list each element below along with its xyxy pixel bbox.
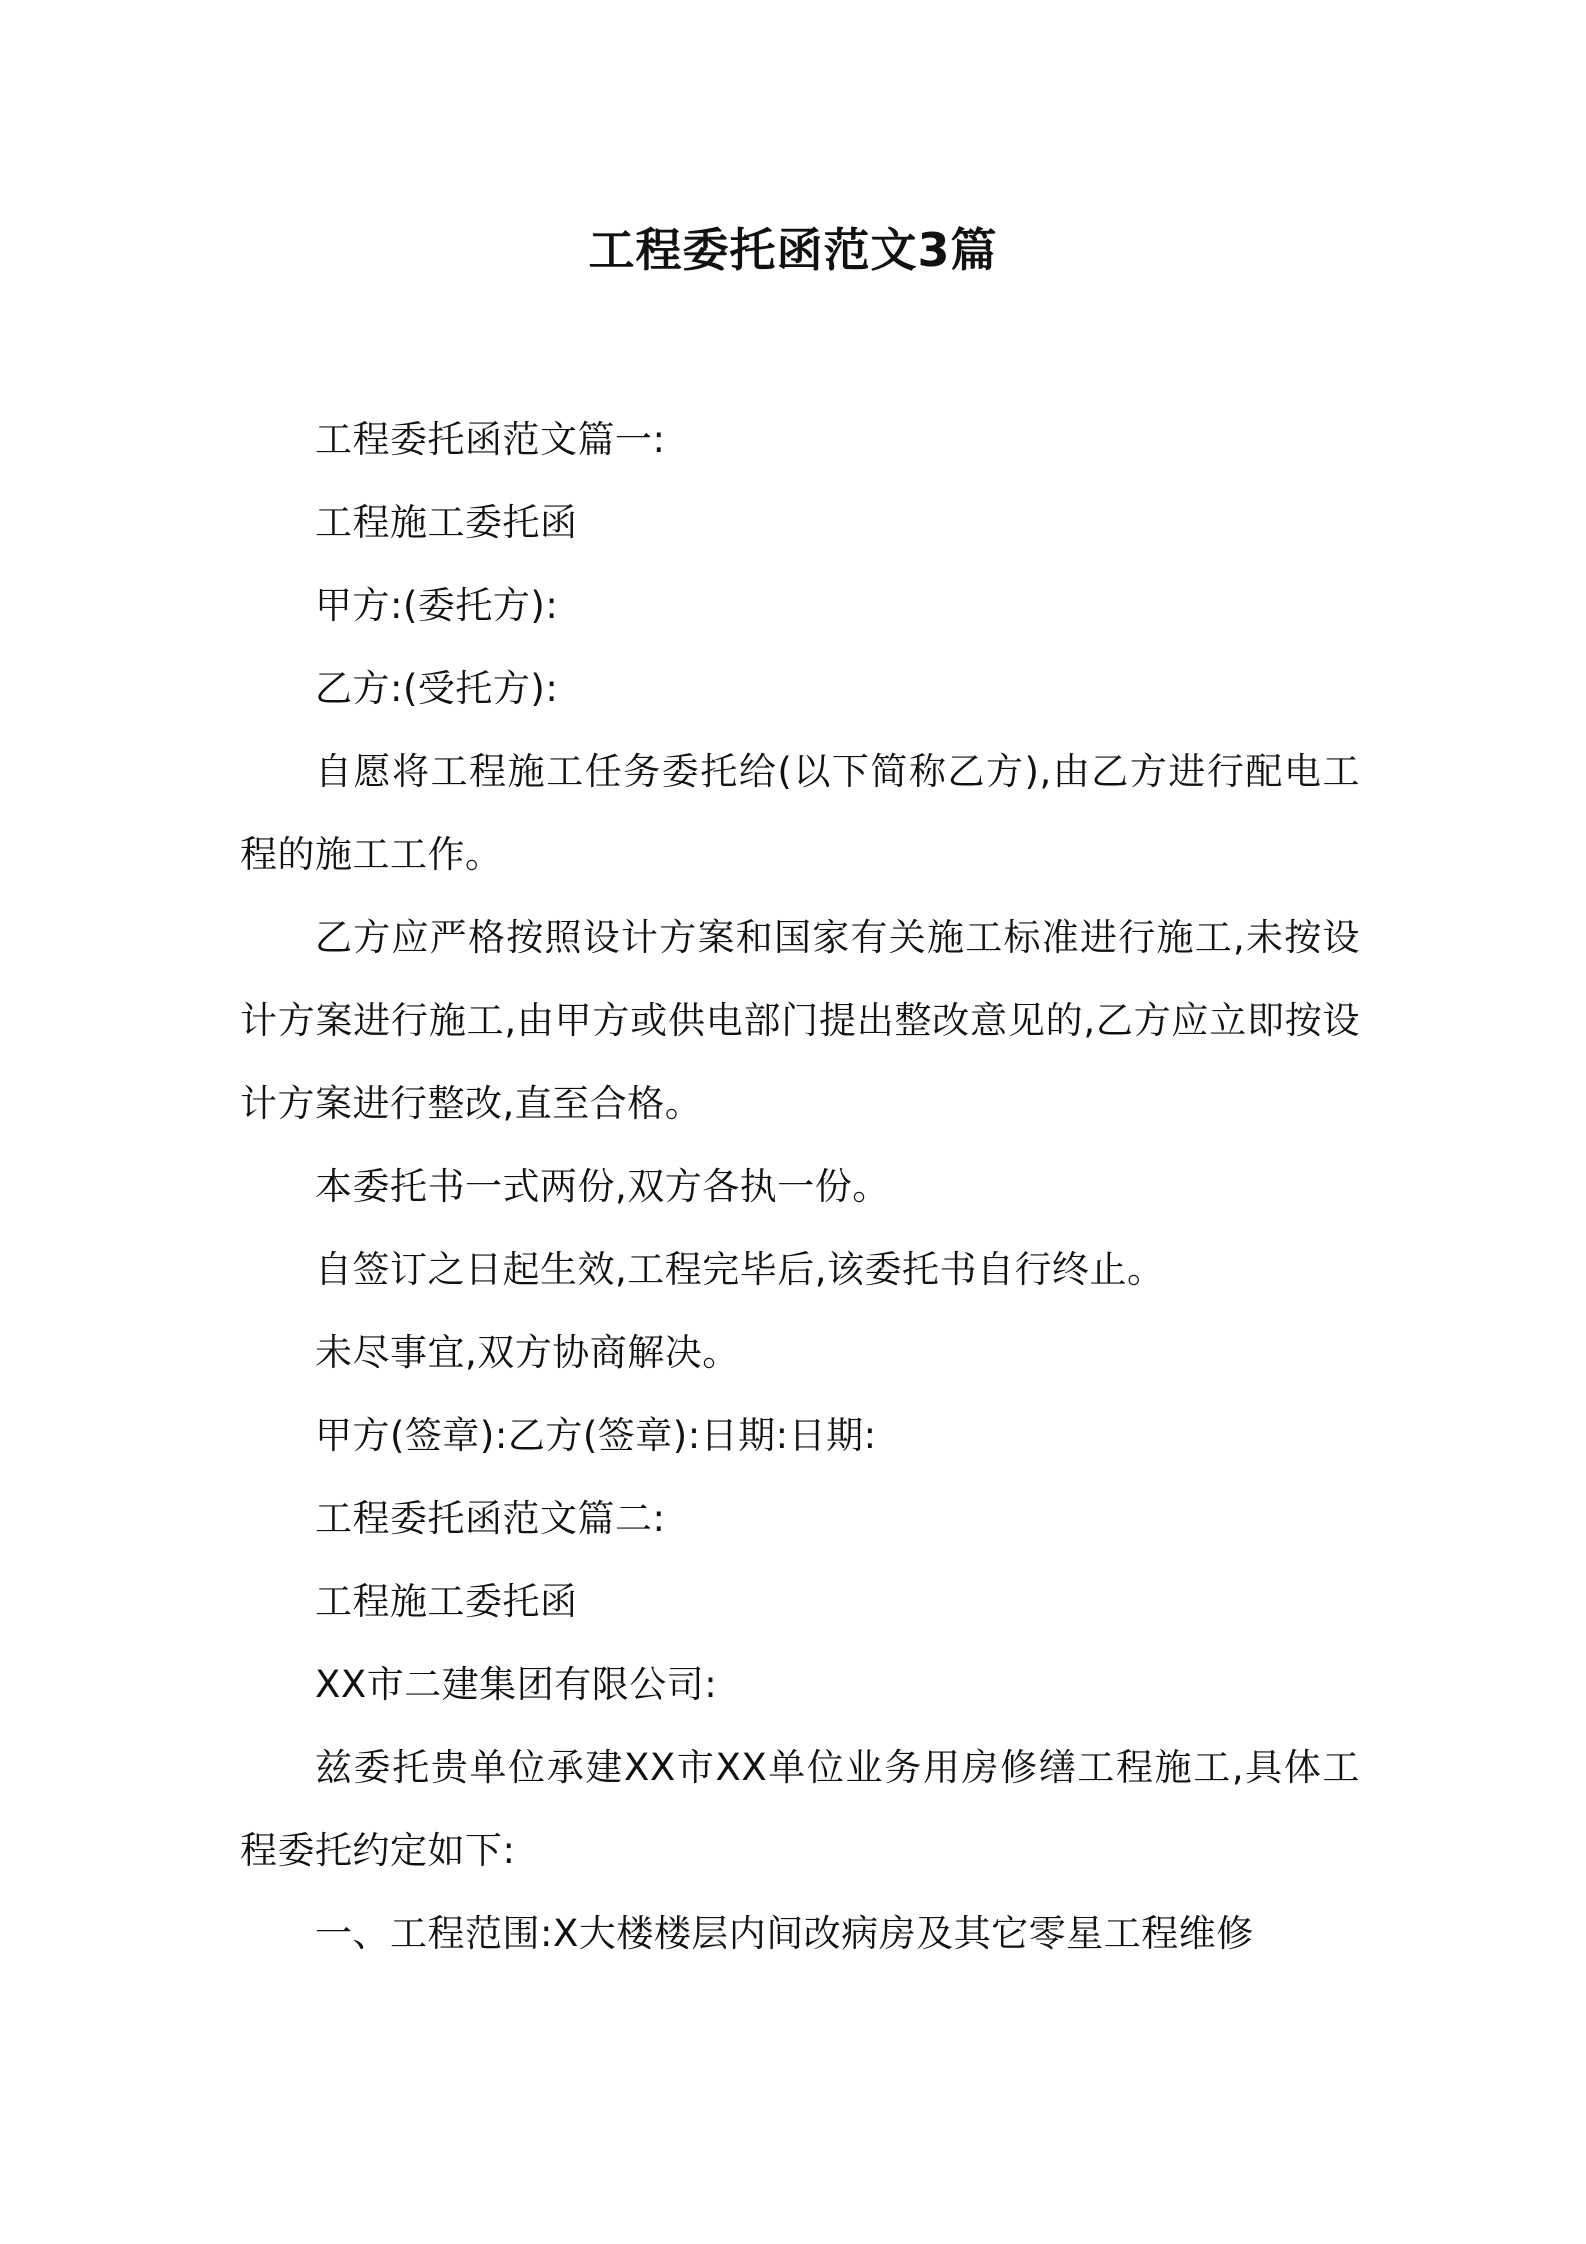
paragraph-letter-title-two: 工程施工委托函 [315, 1580, 578, 1623]
document-title: 工程委托函范文3篇 [588, 223, 998, 277]
paragraph-signatures: 甲方(签章):乙方(签章):日期:日期: [315, 1414, 877, 1457]
paragraph-letter-title-one: 工程施工委托函 [315, 501, 578, 544]
paragraph-copies: 本委托书一式两份,双方各执一份。 [315, 1165, 890, 1208]
paragraph-unresolved-matters: 未尽事宜,双方协商解决。 [315, 1331, 740, 1374]
paragraph-section-one-heading: 工程委托函范文篇一: [315, 418, 666, 461]
paragraph-commission-scope: 自愿将工程施工任务委托给(以下简称乙方),由乙方进行配电工程的施工工作。 [240, 750, 1360, 876]
document-body [240, 398, 1360, 1975]
paragraph-section-two-heading: 工程委托函范文篇二: [315, 1497, 666, 1540]
paragraph-party-b: 乙方:(受托方): [315, 667, 559, 710]
paragraph-effective-date: 自签订之日起生效,工程完毕后,该委托书自行终止。 [315, 1248, 1165, 1291]
paragraph-construction-standards: 乙方应严格按照设计方案和国家有关施工标准进行施工,未按设计方案进行施工,由甲方或供电部门提出整改意见的,乙方应立即按设计方案进行整改,直至合格。 [240, 916, 1360, 1125]
paragraph-addressee: XX市二建集团有限公司: [315, 1663, 718, 1706]
paragraph-party-a: 甲方:(委托方): [315, 584, 559, 627]
paragraph-project-scope: 一、工程范围:X大楼楼层内间改病房及其它零星工程维修 [315, 1912, 1254, 1955]
paragraph-commission-details: 兹委托贵单位承建XX市XX单位业务用房修缮工程施工,具体工程委托约定如下: [240, 1746, 1360, 1872]
